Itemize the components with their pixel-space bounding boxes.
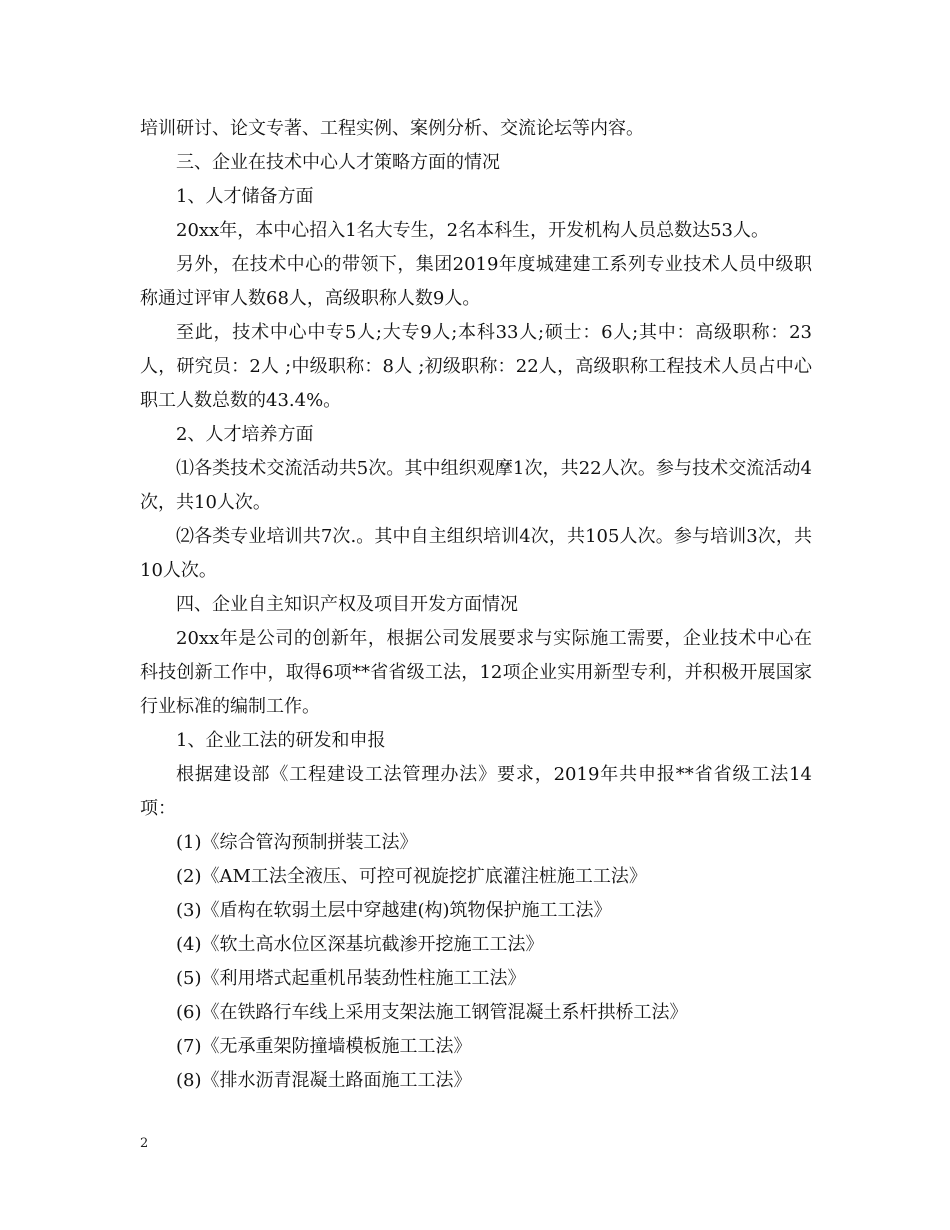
document-body bbox=[140, 112, 812, 1098]
list-item-method-2: (2)《AM工法全液压、可控可视旋挖扩底灌注桩施工工法》 bbox=[176, 866, 647, 887]
section-heading-ip-projects: 四、企业自主知识产权及项目开发方面情况 bbox=[176, 594, 518, 615]
paragraph-professional-training: ⑵各类专业培训共7次.。其中自主组织培训4次，共105人次。参与培训3次，共10人次。 bbox=[140, 526, 812, 581]
paragraph-innovation-year: 20xx年是公司的创新年，根据公司发展要求与实际施工需要，企业技术中心在科技创新工作中，取得6项**省省级工法，12项企业实用新型专利，并积极开展国家行业标准的编制工作。 bbox=[140, 628, 812, 717]
list-item-method-5: (5)《利用塔式起重机吊装劲性柱施工工法》 bbox=[176, 968, 526, 989]
list-item-method-1: (1)《综合管沟预制拼装工法》 bbox=[176, 832, 418, 853]
paragraph-recruitment: 20xx年，本中心招入1名大专生，2名本科生，开发机构人员总数达53人。 bbox=[176, 220, 770, 241]
list-item-method-8: (8)《排水沥青混凝土路面施工工法》 bbox=[176, 1070, 472, 1091]
list-item-method-3: (3)《盾构在软弱土层中穿越建(构)筑物保护施工工法》 bbox=[176, 900, 612, 921]
paragraph-exchange-activities: ⑴各类技术交流活动共5次。其中组织观摩1次，共22人次。参与技术交流活动4次，共10人次。 bbox=[140, 458, 812, 513]
paragraph-method-applications: 根据建设部《工程建设工法管理办法》要求，2019年共申报**省省级工法14项： bbox=[140, 764, 812, 819]
subheading-construction-methods: 1、企业工法的研发和申报 bbox=[176, 730, 386, 751]
paragraph-staff-composition: 至此，技术中心中专5人;大专9人;本科33人;硕士：6人;其中：高级职称：23人，研究员：2人 ;中级职称：8人 ;初级职称：22人，高级职称工程技术人员占中心职工人数总数的43.4%。 bbox=[140, 322, 812, 411]
paragraph-continuation: 培训研讨、论文专著、工程实例、案例分析、交流论坛等内容。 bbox=[140, 118, 644, 139]
section-heading-talent-strategy: 三、企业在技术中心人才策略方面的情况 bbox=[176, 152, 500, 173]
subheading-talent-training: 2、人才培养方面 bbox=[176, 424, 314, 445]
list-item-method-7: (7)《无承重架防撞墙模板施工工法》 bbox=[176, 1036, 472, 1057]
list-item-method-6: (6)《在铁路行车线上采用支架法施工钢管混凝土系杆拱桥工法》 bbox=[176, 1002, 688, 1023]
list-item-method-4: (4)《软土高水位区深基坑截渗开挖施工工法》 bbox=[176, 934, 544, 955]
paragraph-title-review: 另外，在技术中心的带领下，集团2019年度城建建工系列专业技术人员中级职称通过评审人数68人，高级职称人数9人。 bbox=[140, 254, 812, 309]
page-number: 2 bbox=[140, 1136, 149, 1151]
subheading-talent-reserve: 1、人才储备方面 bbox=[176, 186, 314, 207]
